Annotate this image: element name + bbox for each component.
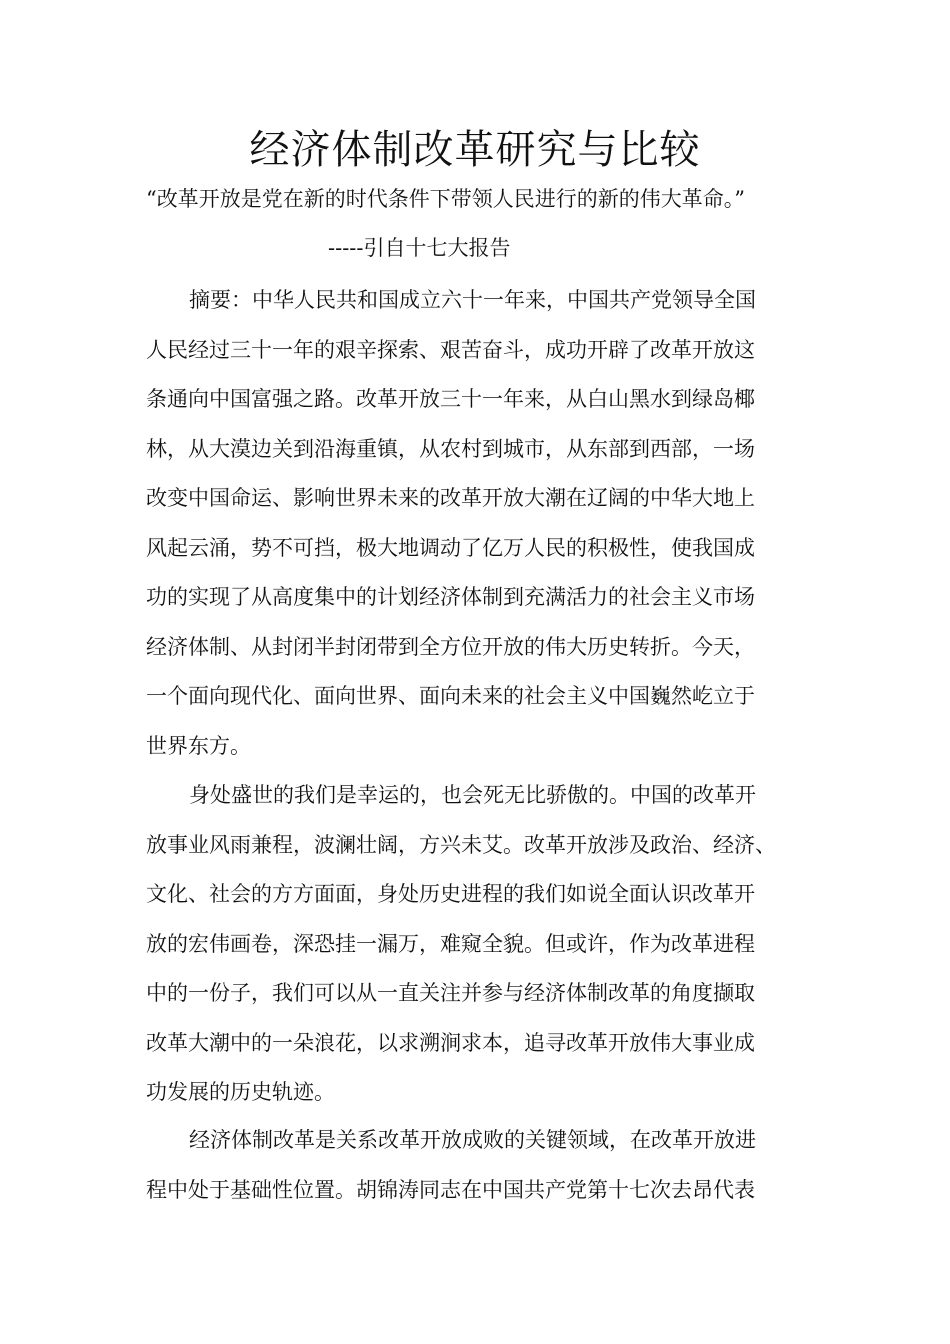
text-line: 一个面向现代化、面向世界、面向未来的社会主义中国巍然屹立于 [146,684,755,708]
text-line: 功的实现了从高度集中的计划经济体制到充满活力的社会主义市场 [146,585,755,609]
text-line: 改革大潮中的一朵浪花，以求溯涧求本，追寻改革开放伟大事业成 [146,1030,755,1055]
text-line: 条通向中国富强之路。改革开放三十一年来，从白山黑水到绿岛椰 [146,387,755,411]
paragraph-third [146,1125,806,1224]
text-line: 经济体制、从封闭半封闭带到全方位开放的伟大历史转折。今天， [146,634,755,659]
text-line: 风起云涌，势不可挡，极大地调动了亿万人民的积极性，使我国成 [146,535,755,560]
text-line: 中的一份子，我们可以从一直关注并参与经济体制改革的角度撷取 [146,981,755,1005]
epigraph-source: -----引自十七大报告 [328,236,511,260]
text-line: 世界东方。 [146,733,251,758]
text-line: 人民经过三十一年的艰辛探索、艰苦奋斗，成功开辟了改革开放这 [146,337,755,362]
document-title: 经济体制改革研究与比较 [249,127,701,173]
text-line: 功发展的历史轨迹。 [146,1080,335,1104]
text-line: 程中处于基础性位置。胡锦涛同志在中国共产党第十七次去昂代表 [146,1177,755,1202]
text-line: 身处盛世的我们是幸运的，也会死无比骄傲的。中国的改革开 [189,783,756,807]
text-line: 放事业风雨兼程，波澜壮阔，方兴未艾。改革开放涉及政治、经济、 [146,832,776,857]
epigraph-quote: “改革开放是党在新的时代条件下带领人民进行的新的伟大革命。” [146,187,745,211]
text-line: 改变中国命运、影响世界未来的改革开放大潮在辽阔的中华大地上 [146,486,755,510]
text-line: 文化、社会的方方面面，身处历史进程的我们如说全面认识改革开 [146,882,755,906]
paragraph-second [146,780,806,1127]
text-line: 放的宏伟画卷，深恐挂一漏万，难窥全貌。但或许，作为改革进程 [146,931,755,956]
text-line: 林，从大漠边关到沿海重镇，从农村到城市，从东部到西部，一场 [146,436,755,461]
text-line: 摘要：中华人民共和国成立六十一年来，中国共产党领导全国 [189,288,756,312]
text-line: 经济体制改革是关系改革开放成败的关键领域，在改革开放进 [189,1128,756,1152]
paragraph-abstract [146,285,806,780]
